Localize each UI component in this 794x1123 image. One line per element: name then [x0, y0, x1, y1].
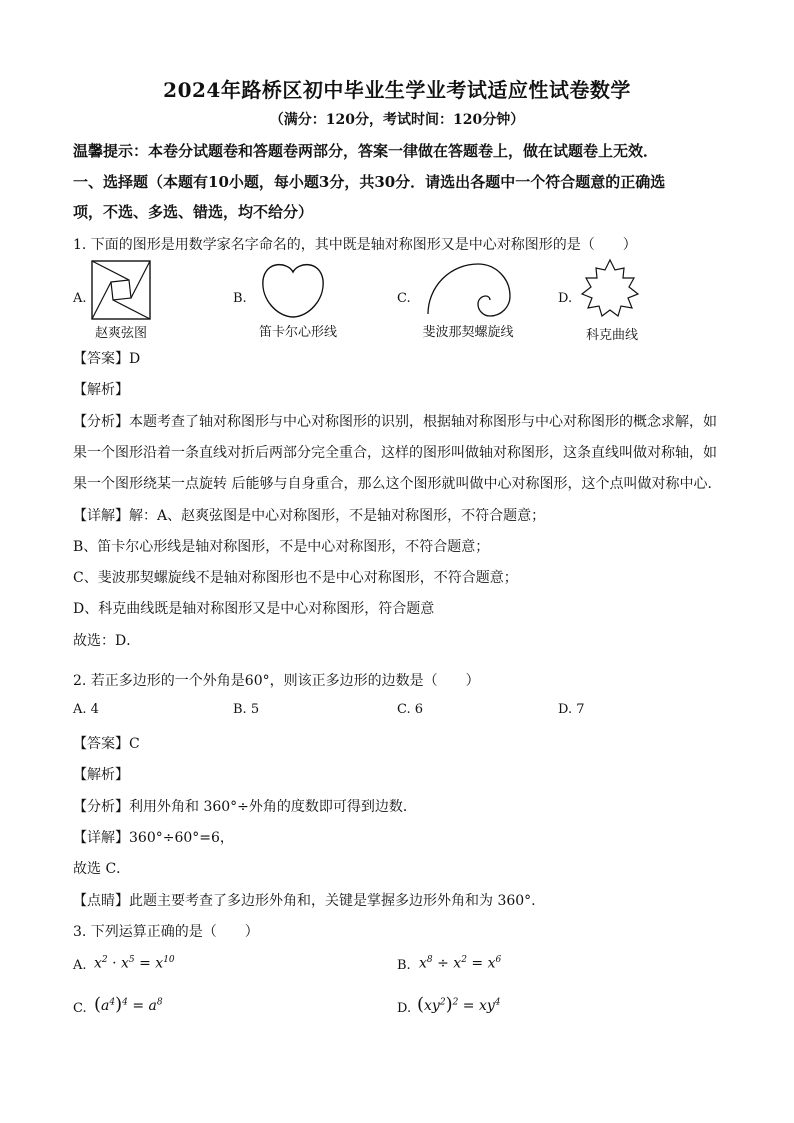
q3-option-a-label: A.: [73, 958, 87, 973]
q1-stem: 1. 下面的图形是用数学家名字命名的，其中既是轴对称图形又是中心对称图形的是（ ）: [73, 237, 637, 253]
section-heading-line2: 项，不选、多选、错选，均不给分）: [73, 203, 314, 221]
q2-answer: 【答案】C: [73, 736, 140, 752]
q2-dianjing: 【点睛】此题主要考查了多边形外角和，关键是掌握多边形外角和为 360°.: [73, 893, 536, 909]
q2-fenxi: 【分析】利用外角和 360°÷外角的度数即可得到边数．: [73, 799, 417, 815]
exam-subtitle: （满分：120分，考试时间：120分钟）: [269, 112, 525, 128]
q2-option-b: B. 5: [233, 702, 260, 717]
q1-detail-line2: B、笛卡尔心形线是轴对称图形，不是中心对称图形，不符合题意；: [73, 539, 490, 555]
q1-detail-line1: 【详解】解：A、赵爽弦图是中心对称图形，不是轴对称图形，不符合题意；: [73, 508, 546, 524]
q1-fenxi-line2: 果一个图形沿着一条直线对折后两部分完全重合，这样的图形叫做轴对称图形，这条直线叫做对称轴，如: [73, 445, 717, 461]
page-title: 2024年路桥区初中毕业生学业考试适应性试卷数学: [163, 78, 631, 102]
q3-option-d-expr: $(xy^2)^2 = xy^4$: [417, 994, 501, 1015]
fibonacci-spiral: [424, 258, 516, 318]
zhao-shuang-diagram: [89, 258, 153, 322]
q1-option-a-caption: 赵爽弦图: [94, 326, 147, 341]
q1-option-a-label: A.: [73, 291, 87, 306]
q3-stem: 3. 下列运算正确的是（ ）: [73, 924, 259, 940]
q1-option-c-label: C.: [397, 291, 411, 306]
q3-option-b-expr: $x^8 \div x^2 = x^6$: [419, 955, 502, 972]
q3-option-c-label: C.: [73, 1001, 87, 1016]
q1-conclusion: 故选：D．: [73, 633, 141, 649]
q3-option-b-label: B.: [397, 958, 411, 973]
q1-option-c-caption: 斐波那契螺旋线: [422, 325, 514, 340]
q1-option-b-caption: 笛卡尔心形线: [258, 325, 337, 340]
q2-option-a: A. 4: [73, 702, 99, 717]
q3-option-a-expr: $x^2 \cdot x^5 = x^{10}$: [94, 955, 175, 972]
q2-option-d: D. 7: [558, 702, 585, 717]
exam-tip: 温馨提示：本卷分试题卷和答题卷两部分，答案一律做在答题卷上，做在试题卷上无效．: [73, 142, 659, 160]
koch-snowflake: [574, 256, 646, 326]
q1-detail-line3: C、斐波那契螺旋线不是轴对称图形也不是中心对称图形，不符合题意；: [73, 570, 518, 586]
cardioid-figure: [258, 260, 328, 320]
q1-fenxi-line3: 果一个图形绕某一点旋转 后能够与自身重合，那么这个图形就叫做中心对称图形，这个点叫做对称中心．: [73, 476, 722, 492]
q1-answer: 【答案】D: [73, 351, 141, 367]
section-heading-line1: 一、选择题（本题有10小题，每小题3分，共30分．请选出各题中一个符合题意的正确选: [73, 173, 666, 191]
q2-conclusion: 故选 C．: [73, 861, 131, 877]
q1-fenxi-line1: 【分析】本题考查了轴对称图形与中心对称图形的识别，根据轴对称图形与中心对称图形的概念求解，如: [73, 414, 717, 430]
q3-option-d-label: D.: [397, 1001, 412, 1016]
q1-option-d-caption: 科克曲线: [585, 328, 638, 343]
q1-option-d-label: D.: [558, 291, 573, 306]
q3-option-c-expr: $(a^4)^4 = a^8$: [94, 994, 163, 1015]
q2-option-c: C. 6: [397, 702, 424, 717]
q1-option-b-label: B.: [233, 291, 247, 306]
q1-analysis-tag: 【解析】: [73, 382, 129, 398]
q2-detail: 【详解】360°÷60°=6，: [73, 830, 234, 846]
q2-stem: 2. 若正多边形的一个外角是60°，则该正多边形的边数是（ ）: [73, 673, 480, 689]
q2-analysis-tag: 【解析】: [73, 767, 129, 783]
q1-detail-line4: D、科克曲线既是轴对称图形又是中心对称图形，符合题意: [73, 601, 435, 617]
